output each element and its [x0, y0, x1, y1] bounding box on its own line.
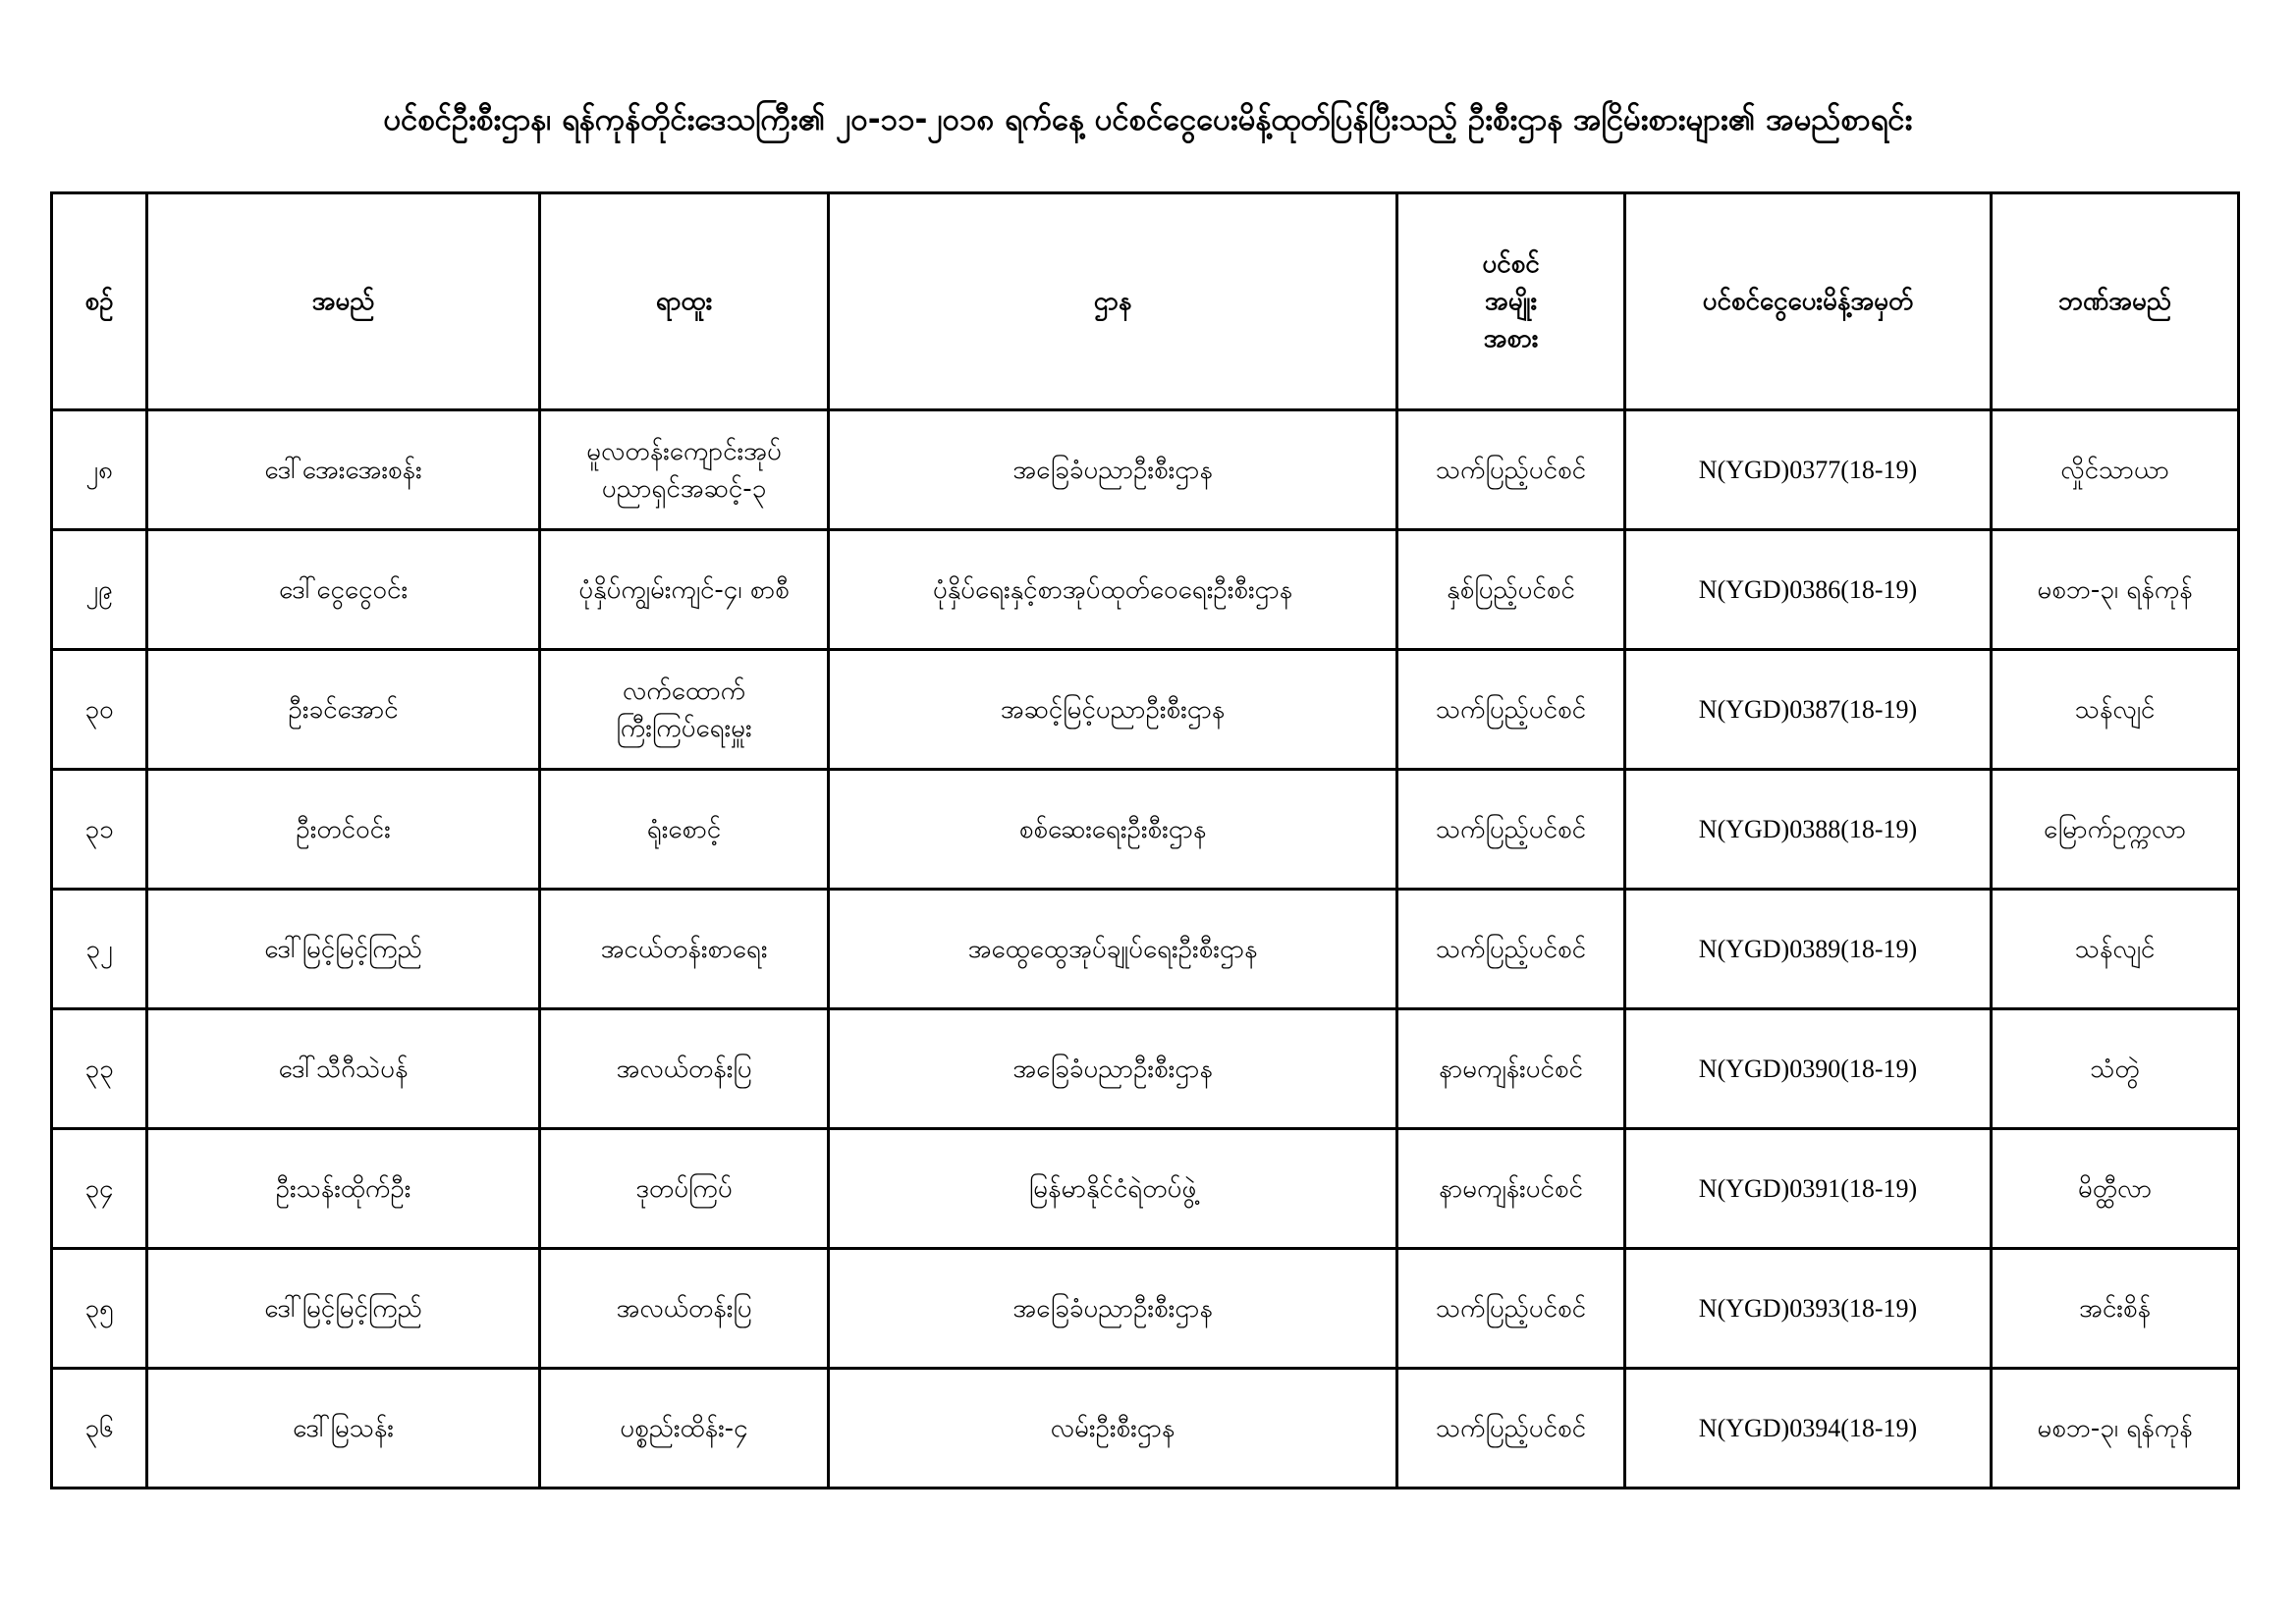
cell-position	[540, 1249, 829, 1369]
cell-license-no: N(YGD)0391(18-19)	[1625, 1129, 1992, 1249]
table-body	[52, 410, 2239, 1489]
cell-department: လမ်းဦးစီးဌာန	[829, 1369, 1397, 1489]
cell-license-no: N(YGD)0394(18-19)	[1625, 1369, 1992, 1489]
cell-license-no: N(YGD)0389(18-19)	[1625, 890, 1992, 1009]
cell-position	[540, 1369, 829, 1489]
cell-pension-type: သက်ပြည့်ပင်စင်	[1397, 890, 1625, 1009]
cell-position	[540, 770, 829, 890]
cell-license-no: N(YGD)0386(18-19)	[1625, 530, 1992, 650]
cell-serial: ၃၁	[52, 770, 147, 890]
table-row	[52, 890, 2239, 1009]
header-department: ဌာန	[829, 193, 1397, 410]
cell-position-line: ပုံနှိပ်ကျွမ်းကျင်-၄၊ စာစီ	[578, 574, 790, 605]
cell-position-line: ပစ္စည်းထိန်း-၄	[620, 1413, 748, 1443]
table-row	[52, 1129, 2239, 1249]
cell-name: ဒေါ်မြင့်မြင့်ကြည်	[147, 1249, 540, 1369]
cell-department: အခြေခံပညာဦးစီးဌာန	[829, 410, 1397, 530]
cell-pension-type: သက်ပြည့်ပင်စင်	[1397, 770, 1625, 890]
cell-bank: မြောက်ဥက္ကလာ	[1992, 770, 2239, 890]
cell-serial: ၃၀	[52, 650, 147, 770]
cell-position-line: ကြီးကြပ်ရေးမှူး	[616, 713, 752, 743]
cell-name: ဒေါ်ငွေငွေဝင်း	[147, 530, 540, 650]
cell-name: ဦးတင်ဝင်း	[147, 770, 540, 890]
cell-position-line: လက်ထောက်	[622, 676, 746, 706]
header-pension-type-line: အမျိုး	[1484, 287, 1538, 316]
header-pension-type-line: ပင်စင်	[1482, 249, 1540, 279]
cell-department: အထွေထွေအုပ်ချုပ်ရေးဦးစီးဌာန	[829, 890, 1397, 1009]
page-title: ပင်စင်ဦးစီးဌာန၊ ရန်ကုန်တိုင်းဒေသကြီး၏ ၂၀-၁၁-၂၀၁၈ ရက်နေ့ ပင်စင်ငွေပေးမိန့်ထုတ်ပြန်ပြီးသည့် ဦးစီးဌာန အငြိမ်းစားများ၏ အမည်စာရင်း	[383, 102, 1913, 137]
cell-serial: ၃၄	[52, 1129, 147, 1249]
header-name: အမည်	[147, 193, 540, 410]
cell-position	[540, 650, 829, 770]
header-pension-type	[1397, 193, 1625, 410]
table-row	[52, 1249, 2239, 1369]
header-license-no: ပင်စင်ငွေပေးမိန့်အမှတ်	[1625, 193, 1992, 410]
header-position: ရာထူး	[540, 193, 829, 410]
pensioner-table	[50, 191, 2240, 1489]
cell-pension-type: သက်ပြည့်ပင်စင်	[1397, 1369, 1625, 1489]
cell-bank: သံတွဲ	[1992, 1009, 2239, 1129]
cell-department: မြန်မာနိုင်ငံရဲတပ်ဖွဲ့	[829, 1129, 1397, 1249]
cell-license-no: N(YGD)0388(18-19)	[1625, 770, 1992, 890]
cell-department: အခြေခံပညာဦးစီးဌာန	[829, 1249, 1397, 1369]
cell-position	[540, 410, 829, 530]
cell-bank: မစဘ-၃၊ ရန်ကုန်	[1992, 1369, 2239, 1489]
cell-serial: ၃၃	[52, 1009, 147, 1129]
cell-pension-type: သက်ပြည့်ပင်စင်	[1397, 650, 1625, 770]
cell-pension-type: နာမကျန်းပင်စင်	[1397, 1009, 1625, 1129]
cell-license-no: N(YGD)0390(18-19)	[1625, 1009, 1992, 1129]
cell-position-line: မူလတန်းကျောင်းအုပ်	[586, 436, 782, 466]
cell-name: ဦးသန်းထိုက်ဦး	[147, 1129, 540, 1249]
cell-license-no: N(YGD)0387(18-19)	[1625, 650, 1992, 770]
cell-position	[540, 1009, 829, 1129]
table-row	[52, 410, 2239, 530]
cell-pension-type: နာမကျန်းပင်စင်	[1397, 1129, 1625, 1249]
cell-name: ဒေါ်မြင့်မြင့်ကြည်	[147, 890, 540, 1009]
cell-position	[540, 890, 829, 1009]
cell-department: အခြေခံပညာဦးစီးဌာန	[829, 1009, 1397, 1129]
cell-bank: မစဘ-၃၊ ရန်ကုန်	[1992, 530, 2239, 650]
cell-position-line: ပညာရှင်အဆင့်-၃	[601, 473, 767, 504]
cell-position-line: အလယ်တန်းပြ	[616, 1054, 752, 1084]
header-serial: စဥ်	[52, 193, 147, 410]
header-row	[52, 193, 2239, 410]
table-row	[52, 1369, 2239, 1489]
cell-name: ဦးခင်အောင်	[147, 650, 540, 770]
cell-bank: လှိုင်သာယာ	[1992, 410, 2239, 530]
cell-bank: မိတ္ထီလာ	[1992, 1129, 2239, 1249]
cell-pension-type: သက်ပြည့်ပင်စင်	[1397, 410, 1625, 530]
cell-serial: ၃၆	[52, 1369, 147, 1489]
cell-position	[540, 1129, 829, 1249]
cell-name: ဒေါ်အေးအေးစန်း	[147, 410, 540, 530]
header-pension-type-line: အစား	[1483, 324, 1539, 353]
cell-bank: အင်းစိန်	[1992, 1249, 2239, 1369]
cell-name: ဒေါ်မြသန်း	[147, 1369, 540, 1489]
cell-pension-type: သက်ပြည့်ပင်စင်	[1397, 1249, 1625, 1369]
table-row	[52, 530, 2239, 650]
cell-serial: ၂၉	[52, 530, 147, 650]
cell-position-line: ဒုတပ်ကြပ်	[635, 1173, 733, 1204]
cell-license-no: N(YGD)0393(18-19)	[1625, 1249, 1992, 1369]
cell-serial: ၃၅	[52, 1249, 147, 1369]
cell-department: ပုံနှိပ်ရေးနှင့်စာအုပ်ထုတ်ဝေရေးဦးစီးဌာန	[829, 530, 1397, 650]
table-row	[52, 650, 2239, 770]
cell-pension-type: နှစ်ပြည့်ပင်စင်	[1397, 530, 1625, 650]
cell-position-line: အငယ်တန်းစာရေး	[600, 934, 768, 964]
table-row	[52, 770, 2239, 890]
cell-name: ဒေါ်သီဂီသဲပန်	[147, 1009, 540, 1129]
cell-position-line: ရုံးစောင့်	[646, 814, 722, 844]
cell-bank: သန်လျင်	[1992, 890, 2239, 1009]
cell-serial: ၃၂	[52, 890, 147, 1009]
cell-department: အဆင့်မြင့်ပညာဦးစီးဌာန	[829, 650, 1397, 770]
table-row	[52, 1009, 2239, 1129]
cell-position	[540, 530, 829, 650]
cell-position-line: အလယ်တန်းပြ	[616, 1293, 752, 1324]
cell-bank: သန်လျင်	[1992, 650, 2239, 770]
cell-department: စစ်ဆေးရေးဦးစီးဌာန	[829, 770, 1397, 890]
cell-license-no: N(YGD)0377(18-19)	[1625, 410, 1992, 530]
cell-serial: ၂၈	[52, 410, 147, 530]
header-bank: ဘဏ်အမည်	[1992, 193, 2239, 410]
